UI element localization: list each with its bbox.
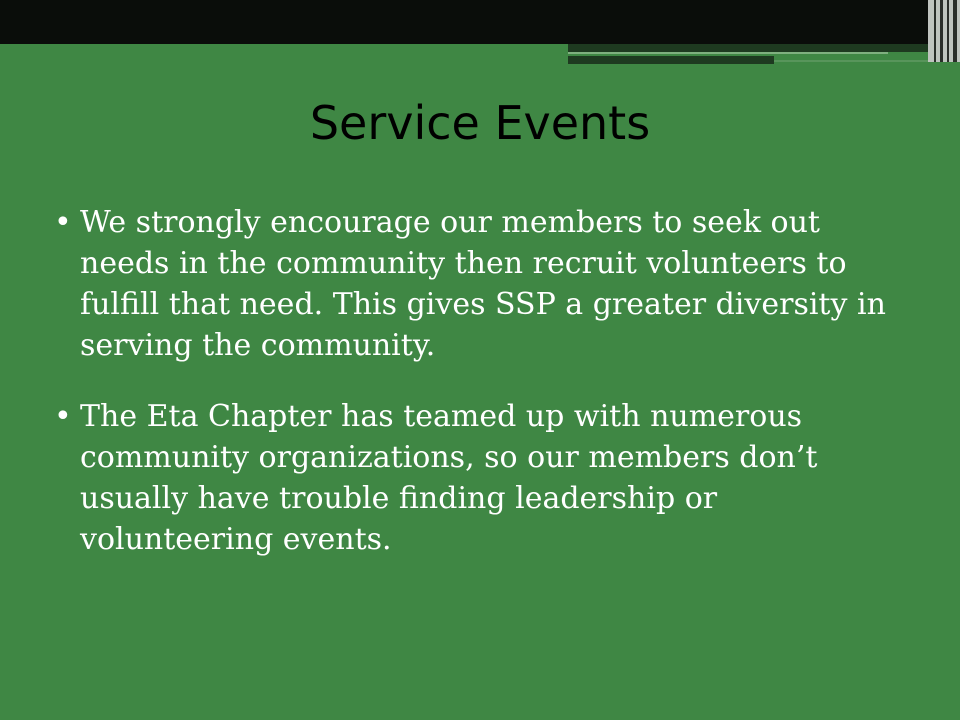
header-step-bar-lower: [568, 56, 774, 64]
bullet-marker: •: [54, 399, 72, 434]
header-step-line-lower: [774, 60, 928, 62]
header-step-line: [568, 52, 888, 54]
header-step-bar: [568, 44, 928, 52]
bullet-item: [54, 202, 914, 366]
bullet-marker: •: [54, 205, 72, 240]
slide-title: Service Events: [309, 96, 651, 150]
corner-decoration: [928, 0, 960, 62]
bullet-list: [54, 202, 914, 590]
bullet-text: We strongly encourage our members to seek out needs in the community then recruit volunteers to fulfill that need. This gives SSP a greater diversity in serving the community.: [80, 205, 886, 363]
bullet-text: The Eta Chapter has teamed up with numerous community organizations, so our members don’t usually have trouble finding leadership or volunteering events.: [80, 399, 818, 557]
bullet-item: [54, 396, 914, 560]
header-band: [0, 0, 960, 44]
